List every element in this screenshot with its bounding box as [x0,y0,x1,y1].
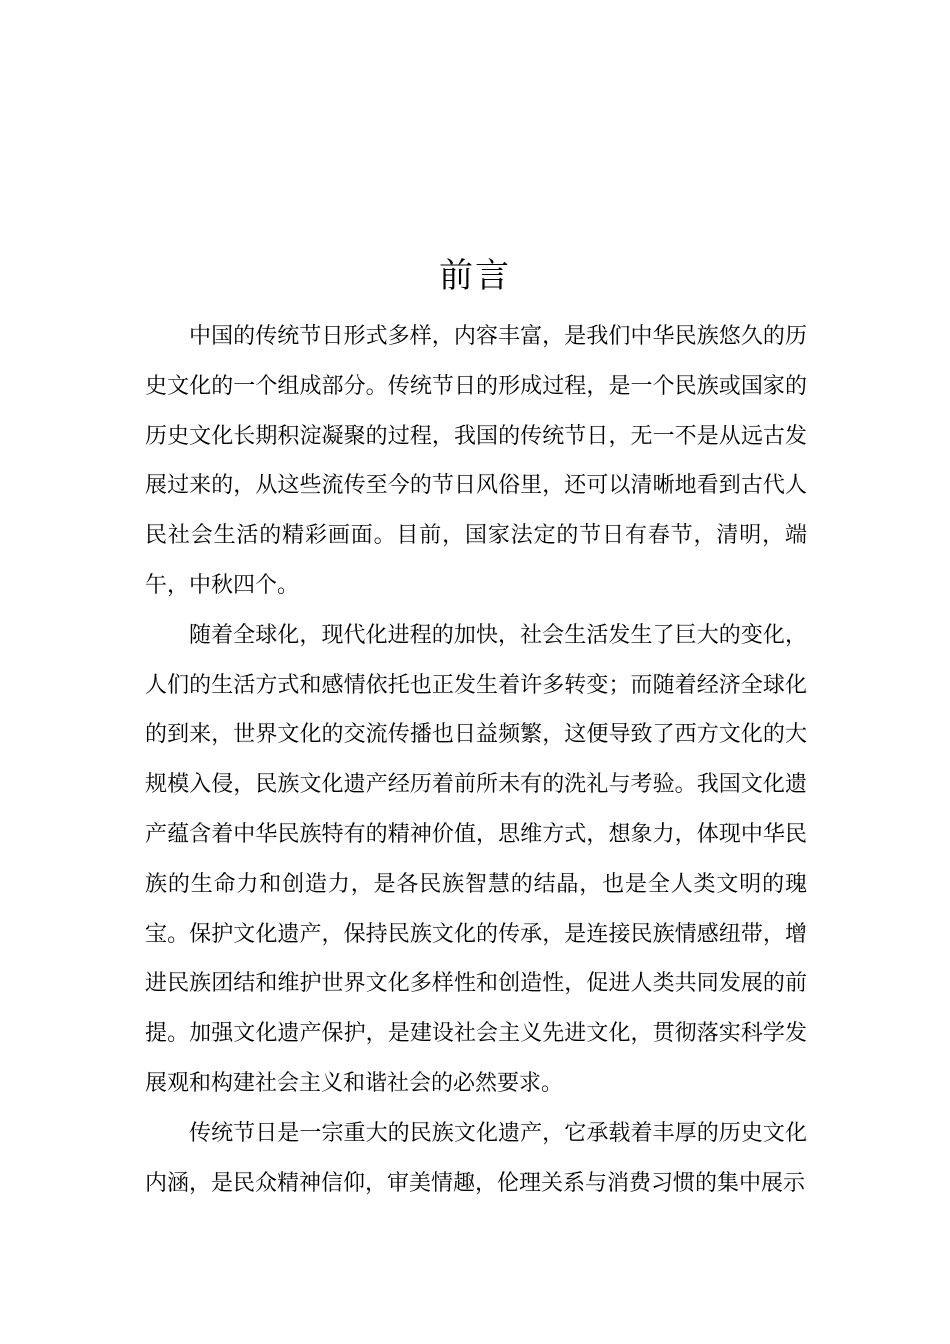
paragraph-1: 中国的传统节日形式多样，内容丰富，是我们中华民族悠久的历史文化的一个组成部分。传统节日的形成过程，是一个民族或国家的历史文化长期积淀凝聚的过程，我国的传统节日，无一不是从远古发展过来的，从这些流传至今的节日风俗里，还可以清晰地看到古代人民社会生活的精彩画面。目前，国家法定的节日有春节，清明，端午，中秋四个。 [145,324,807,598]
paragraph-2: 随着全球化，现代化进程的加快，社会生活发生了巨大的变化，人们的生活方式和感情依托也正发生着许多转变；而随着经济全球化的到来，世界文化的交流传播也日益频繁，这便导致了西方文化的大规模入侵，民族文化遗产经历着前所未有的洗礼与考验。我国文化遗产蕴含着中华民族特有的精神价值，思维方式，想象力，体现中华民族的生命力和创造力，是各民族智慧的结晶，也是全人类文明的瑰宝。保护文化遗产，保持民族文化的传承，是连接民族情感纽带，增进民族团结和维护世界文化多样性和创造性，促进人类共同发展的前提。加强文化遗产保护，是建设社会主义先进文化，贯彻落实科学发展观和构建社会主义和谐社会的必然要求。 [145,622,807,1096]
body-text [145,312,807,1208]
page-title: 前言 [439,256,511,296]
paragraph-3: 传统节日是一宗重大的民族文化遗产，它承载着丰厚的历史文化内涵，是民众精神信仰，审美情趣，伦理关系与消费习惯的集中展示 [145,1120,807,1196]
